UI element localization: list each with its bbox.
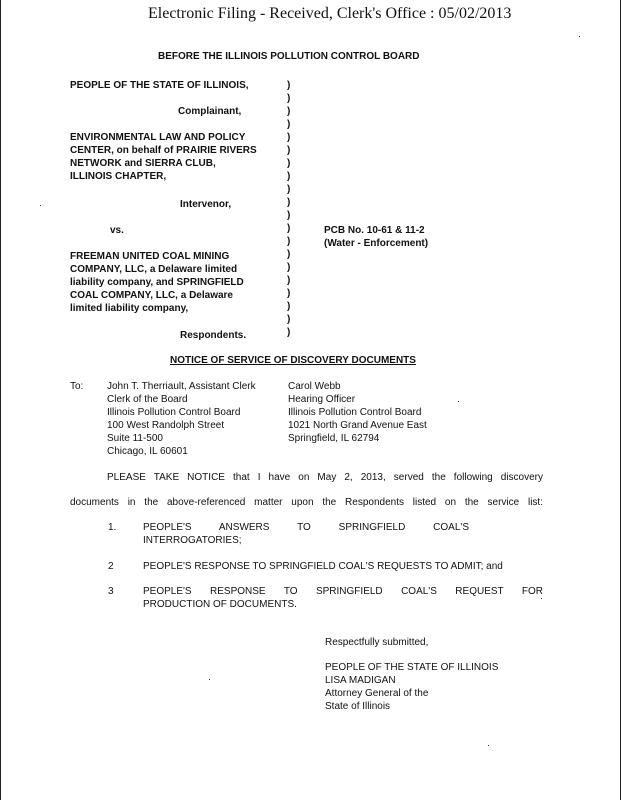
scan-speck (209, 679, 210, 680)
caption-paren: ) (287, 80, 291, 91)
caption-paren: ) (287, 288, 291, 299)
scan-speck (40, 205, 41, 206)
respondent-block (70, 250, 244, 315)
notice-title: NOTICE OF SERVICE OF DISCOVERY DOCUMENTS (170, 355, 416, 366)
caption-paren: ) (287, 184, 291, 195)
caption-paren: ) (287, 132, 291, 143)
complainant-role: Complainant, (178, 106, 242, 117)
scan-speck (541, 598, 542, 599)
signature-line: State of Illinois (325, 701, 391, 712)
recipient-line: Carol Webb (288, 381, 341, 392)
notice-body-line-1: PLEASE TAKE NOTICE that I have on May 2, 2013, served the following discovery (107, 472, 543, 483)
item-text-line: INTERROGATORIES; (143, 535, 242, 546)
recipient-line: 100 West Randolph Street (107, 420, 225, 431)
recipient-line: Chicago, IL 60601 (107, 446, 188, 457)
intervenor-role: Intervenor, (180, 199, 232, 210)
caption-paren: ) (287, 249, 291, 260)
recipient-line: Illinois Pollution Control Board (288, 407, 422, 418)
intervenor-line: ILLINOIS CHAPTER, (70, 171, 167, 182)
respondent-line: COMPANY, LLC, a Delaware limited (70, 264, 238, 275)
case-type: (Water - Enforcement) (324, 238, 429, 249)
item-text-line: PRODUCTION OF DOCUMENTS. (143, 599, 297, 610)
notice-body-line-2: documents in the above-referenced matter upon the Respondents listed on the service list: (70, 497, 543, 508)
recipient-line: Springfield, IL 62794 (288, 433, 380, 444)
caption-paren: ) (287, 236, 291, 247)
scan-border-right (620, 0, 621, 800)
versus: vs. (110, 225, 124, 236)
recipient-hearing-officer (288, 380, 427, 445)
recipient-line: Illinois Pollution Control Board (107, 407, 241, 418)
intervenor-block (70, 131, 257, 183)
respondent-line: liability company, and SPRINGFIELD (70, 277, 244, 288)
caption-paren: ) (287, 314, 291, 325)
closing: Respectfully submitted, (325, 637, 429, 648)
item-text-line: PEOPLE'S ANSWERS TO SPRINGFIELD COAL'S (143, 522, 469, 533)
recipient-clerk (107, 380, 256, 458)
respondent-line: limited liability company, (70, 303, 189, 314)
item-text-line: PEOPLE'S RESPONSE TO SPRINGFIELD COAL'S REQUESTS TO ADMIT; and (143, 561, 503, 572)
caption-paren: ) (287, 106, 291, 117)
caption-paren: ) (287, 171, 291, 182)
caption-paren: ) (287, 119, 291, 130)
intervenor-line: CENTER, on behalf of PRAIRIE RIVERS (70, 145, 257, 156)
filing-stamp: Electronic Filing - Received, Clerk's Office : 05/02/2013 (148, 5, 512, 22)
case-info (324, 224, 428, 250)
respondent-line: FREEMAN UNITED COAL MINING (70, 251, 230, 262)
signature-block (325, 661, 498, 713)
recipient-line: Hearing Officer (288, 394, 356, 405)
respondent-role: Respondents. (180, 330, 247, 341)
scan-speck (488, 745, 489, 746)
caption-paren: ) (287, 301, 291, 312)
scan-border-left (0, 0, 1, 800)
item-number: 1. (108, 522, 117, 533)
signature-line: LISA MADIGAN (325, 675, 396, 686)
caption-paren: ) (287, 262, 291, 273)
item-number: 2 (108, 561, 114, 572)
intervenor-line: NETWORK and SIERRA CLUB, (70, 158, 216, 169)
caption-paren: ) (287, 275, 291, 286)
item-text-line: PEOPLE'S RESPONSE TO SPRINGFIELD COAL'S REQUEST FOR (143, 586, 543, 597)
caption-paren: ) (287, 223, 291, 234)
case-number: PCB No. 10-61 & 11-2 (324, 225, 425, 236)
caption-paren: ) (287, 145, 291, 156)
caption-paren: ) (287, 93, 291, 104)
caption-paren: ) (287, 197, 291, 208)
recipient-line: John T. Therriault, Assistant Clerk (107, 381, 256, 392)
respondent-line: COAL COMPANY, LLC, a Delaware (70, 290, 233, 301)
caption-paren: ) (287, 210, 291, 221)
recipient-line: Clerk of the Board (107, 394, 188, 405)
signature-line: PEOPLE OF THE STATE OF ILLINOIS (325, 662, 499, 673)
scan-speck (579, 36, 580, 37)
to-label: To: (70, 381, 84, 392)
board-title: BEFORE THE ILLINOIS POLLUTION CONTROL BOARD (158, 51, 420, 62)
intervenor-line: ENVIRONMENTAL LAW AND POLICY (70, 132, 246, 143)
caption-paren: ) (287, 158, 291, 169)
item-number: 3 (108, 586, 114, 597)
complainant-name: PEOPLE OF THE STATE OF ILLINOIS, (70, 80, 249, 91)
recipient-line: Suite 11-500 (107, 433, 163, 444)
signature-line: Attorney General of the (325, 688, 429, 699)
caption-paren: ) (287, 327, 291, 338)
caption-parenthesis-column (287, 79, 290, 339)
scan-speck (458, 401, 459, 402)
recipient-line: 1021 North Grand Avenue East (288, 420, 427, 431)
